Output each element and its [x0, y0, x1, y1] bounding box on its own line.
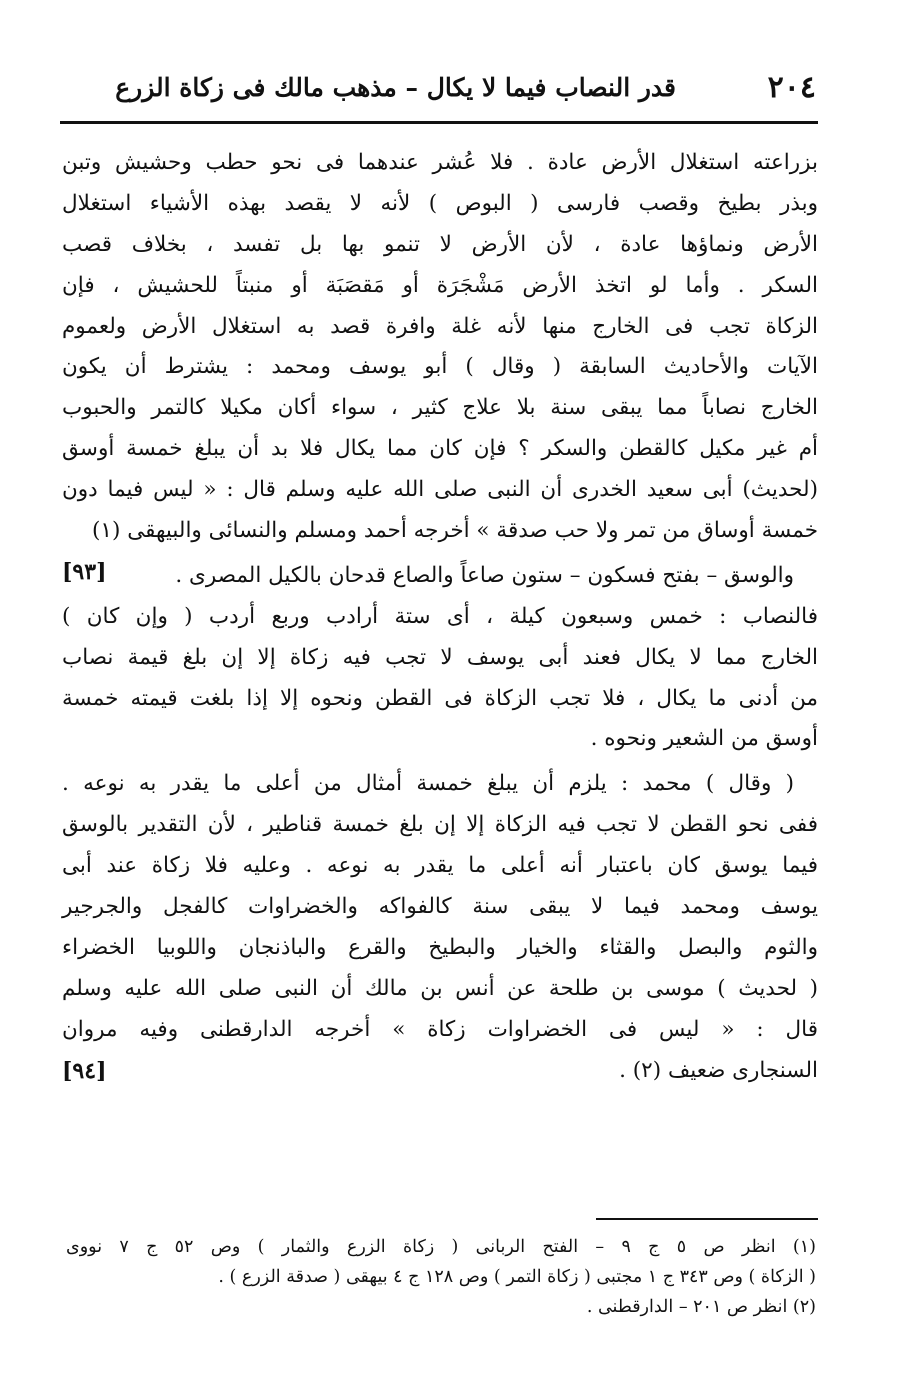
body-line: السكر . وأما لو اتخذ الأرض مَشْجَرَة أو مَقصَبَة أو منبتاً للحشيش ، فإن: [62, 272, 818, 298]
running-title: قدر النصاب فيما لا يكال – مذهب مالك فى زكاة الزرع: [115, 73, 676, 102]
body-line: بزراعته استغلال الأرض عادة . فلا عُشر عندهما فى نحو حطب وحشيش وتبن: [62, 150, 818, 175]
body-text: [62, 143, 818, 1092]
body-line: أوسق من الشعير ونحوه .: [590, 726, 818, 752]
hadith-ref-93: [٩٣]: [62, 558, 107, 585]
body-line-with-ref: [62, 1051, 818, 1092]
body-line: فالنصاب : خمس وسبعون كيلة ، أى ستة أرادب وربع أردب ( وإن كان ): [62, 603, 818, 629]
body-line: الخارج نصاباً مما يبقى سنة بلا علاج كثير ، سواء أكان مكيلا كالتمر والحبوب: [62, 395, 818, 421]
footnote-rule: [596, 1218, 818, 1220]
body-line: يوسف ومحمد فيما لا يبقى سنة كالفواكه والخضراوات كالفجل والجرجير: [62, 894, 818, 920]
body-line: الأرض ونماؤها عادة ، لأن الأرض لا تنمو بها بل تفسد ، بخلاف قصب: [62, 231, 818, 257]
page-header: [60, 62, 816, 114]
header-rule: [60, 121, 818, 124]
body-line: السنجارى ضعيف (٢) .: [619, 1057, 818, 1083]
body-line: والثوم والبصل والقثاء والخيار والبطيخ والقرع والباذنجان واللوبيا الخضراء: [62, 934, 818, 960]
body-line: خمسة أوساق من تمر ولا حب صدقة » أخرجه أحمد ومسلم والنسائى والبيهقى (١): [92, 518, 818, 544]
body-line: والوسق – بفتح فسكون – ستون صاعاً والصاع قدحان بالكيل المصرى .: [175, 562, 794, 588]
body-line: ( لحديث ) موسى بن طلحة عن أنس بن مالك أن النبى صلى الله عليه وسلم: [62, 975, 818, 1001]
body-line: ( وقال ) محمد : يلزم أن يبلغ خمسة أمثال من أعلى ما يقدر به نوعه .: [62, 771, 794, 797]
body-line: أم غير مكيل كالقطن والسكر ؟ فإن كان مما يكال فلا بد أن يبلغ خمسة أوسق: [62, 436, 818, 462]
hadith-ref-94: [٩٤]: [62, 1057, 107, 1084]
body-line: الآيات والأحاديث السابقة ( وقال ) أبو يوسف ومحمد : يشترط أن يكون: [62, 354, 818, 380]
footnote-line: (١) انظر ص ٥ ج ٩ – الفتح الربانى ( زكاة الزرع والثمار ) وص ٥٢ ج ٧ نووى: [66, 1237, 816, 1257]
page-number: ٢٠٤: [767, 70, 816, 105]
body-line: فيما يوسق كان باعتبار أنه أعلى ما يقدر به نوعه . وعليه فلا زكاة عند أبى: [62, 853, 818, 879]
body-line: ففى نحو القطن لا تجب فيه الزكاة إلا إن بلغ خمسة قناطير ، لأن التقدير بالوسق: [62, 812, 818, 838]
body-line: وبذر بطيخ وقصب فارسى ( البوص ) لأنه لا يقصد بهذه الأشياء استغلال: [62, 190, 818, 216]
footnote-line: (٢) انظر ص ٢٠١ – الدارقطنى .: [586, 1297, 816, 1317]
footnote-line: ( الزكاة ) وص ٣٤٣ ج ١ مجتبى ( زكاة التمر ) وص ١٢٨ ج ٤ بيهقى ( صدقة الزرع ) .: [218, 1267, 816, 1287]
body-line: الخارج مما لا يكال فعند أبى يوسف لا تجب فيه زكاة إلا إن بلغ قيمة نصاب: [62, 644, 818, 670]
body-line: من أدنى ما يكال ، فلا تجب الزكاة فى القطن ونحوه إلا إذا بلغت قيمته خمسة: [62, 685, 818, 711]
body-line: الزكاة تجب فى الخارج منها لأنه غلة وافرة قصد به استغلال الأرض ولعموم: [62, 313, 818, 339]
body-line: (لحديث) أبى سعيد الخدرى أن النبى صلى الله عليه وسلم قال : « ليس فيما دون: [62, 477, 818, 503]
footnotes: [66, 1232, 816, 1322]
body-line: قال : « ليس فى الخضراوات زكاة » أخرجه الدارقطنى وفيه مروان: [62, 1016, 818, 1042]
